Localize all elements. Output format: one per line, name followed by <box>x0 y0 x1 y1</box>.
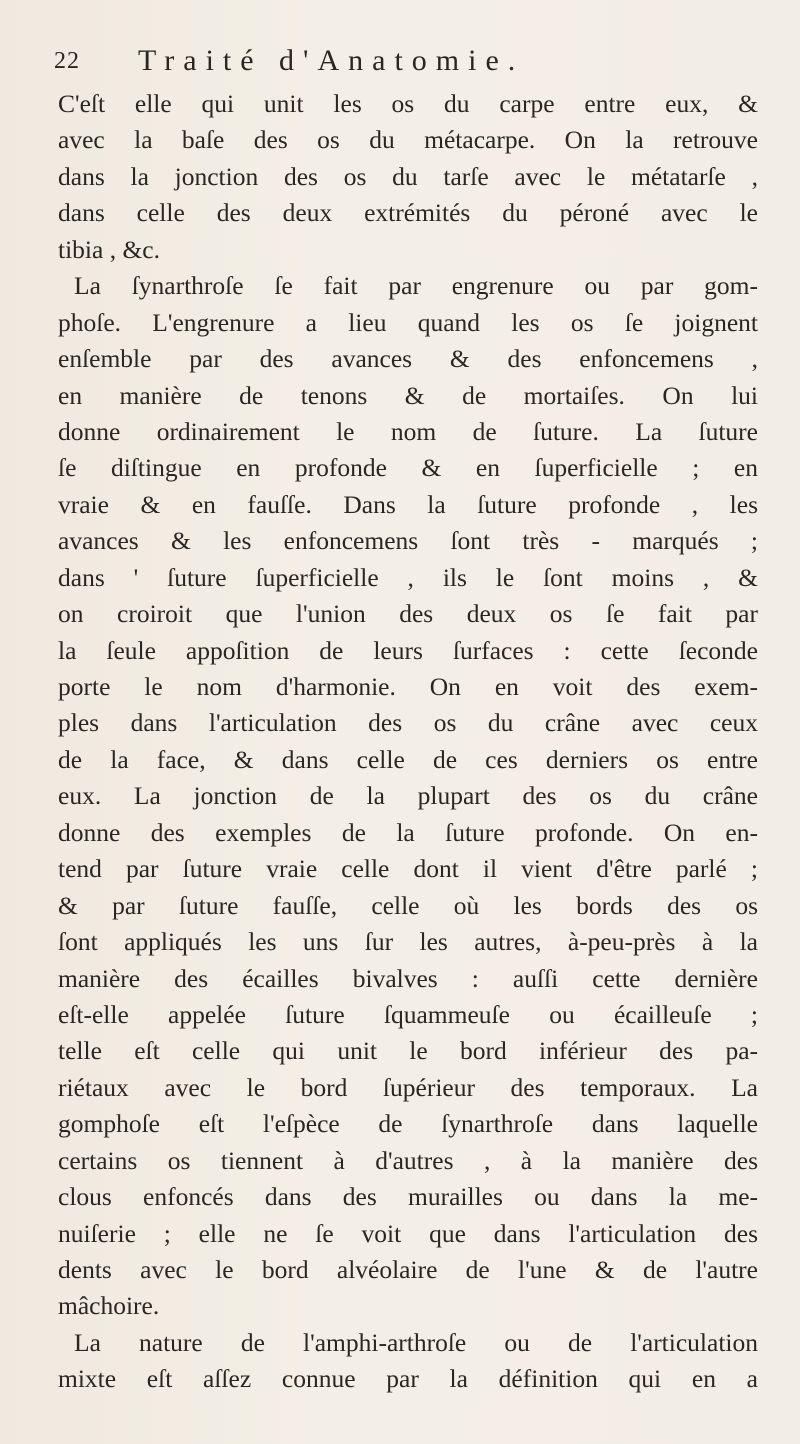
text-line: eſt-elle appelée ſuture ſquammeuſe ou écailleuſe ; <box>58 999 758 1029</box>
text-line: telle eſt celle qui unit le bord inférieur des pa- <box>58 1036 758 1066</box>
text-line: porte le nom d'harmonie. On en voit des exem- <box>58 672 758 701</box>
text-line: dans celle des deux extrémités du péroné avec le <box>58 198 758 228</box>
text-line: ſe diſtingue en profonde & en ſuperficielle ; en <box>58 453 758 483</box>
text-line: donne des exemples de la ſuture profonde. On en- <box>58 817 758 847</box>
text-line: en manière de tenons & de mortaiſes. On lui <box>58 380 758 410</box>
text-line: riétaux avec le bord ſupérieur des temporaux. La <box>58 1072 758 1102</box>
text-line: ples dans l'articulation des os du crâne avec ceux <box>58 708 758 738</box>
text-line: gomphoſe eſt l'eſpèce de ſynarthroſe dans laquelle <box>58 1109 758 1139</box>
text-line: La ſynarthroſe ſe fait par engrenure ou par gom- <box>74 271 758 301</box>
text-line: eux. La jonction de la plupart des os du crâne <box>58 781 758 811</box>
running-title: Traité d'Anatomie. <box>138 44 525 77</box>
page-number: 22 <box>54 48 80 74</box>
text-line: clous enfoncés dans des murailles ou dans la me- <box>58 1182 758 1212</box>
text-line: tend par ſuture vraie celle dont il vient d'être parlé ; <box>58 854 758 884</box>
text-line: dans la jonction des os du tarſe avec le métatarſe , <box>58 161 758 191</box>
text-line: de la face, & dans celle de ces derniers os entre <box>58 744 758 774</box>
text-line: La nature de l'amphi-arthroſe ou de l'articulation <box>74 1327 758 1357</box>
body-text <box>58 86 758 1398</box>
text-line: mâchoire. <box>58 1291 160 1321</box>
text-line: manière des écailles bivalves : auſſi cette dernière <box>58 963 758 993</box>
page-header <box>54 44 754 80</box>
text-line: phoſe. L'engrenure a lieu quand les os ſe joignent <box>58 307 758 337</box>
text-line: nuiſerie ; elle ne ſe voit que dans l'articulation des <box>58 1218 758 1248</box>
text-line: la ſeule appoſition de leurs ſurfaces : cette ſeconde <box>58 635 758 665</box>
text-line: & par ſuture fauſſe, celle où les bords des os <box>58 890 758 920</box>
text-line: vraie & en fauſſe. Dans la ſuture profonde , les <box>58 489 758 519</box>
text-line: C'eſt elle qui unit les os du carpe entre eux, & <box>58 89 758 118</box>
text-line: mixte eſt aſſez connue par la définition qui en a <box>58 1364 758 1394</box>
text-line: enſemble par des avances & des enfoncemens , <box>58 344 758 374</box>
text-line: ſont appliqués les uns ſur les autres, à-peu-près à la <box>58 927 758 957</box>
text-line: dans ' ſuture ſuperficielle , ils le ſont moins , & <box>58 562 758 592</box>
text-line: dents avec le bord alvéolaire de l'une & de l'autre <box>58 1255 758 1284</box>
text-line: avec la baſe des os du métacarpe. On la retrouve <box>58 125 758 155</box>
text-line: avances & les enfoncemens ſont très - marqués ; <box>58 526 758 556</box>
text-line: donne ordinairement le nom de ſuture. La ſuture <box>58 416 758 446</box>
text-line: certains os tiennent à d'autres , à la manière des <box>58 1145 758 1175</box>
text-line: tibia , &c. <box>58 234 160 264</box>
text-line: on croiroit que l'union des deux os ſe fait par <box>58 599 758 629</box>
